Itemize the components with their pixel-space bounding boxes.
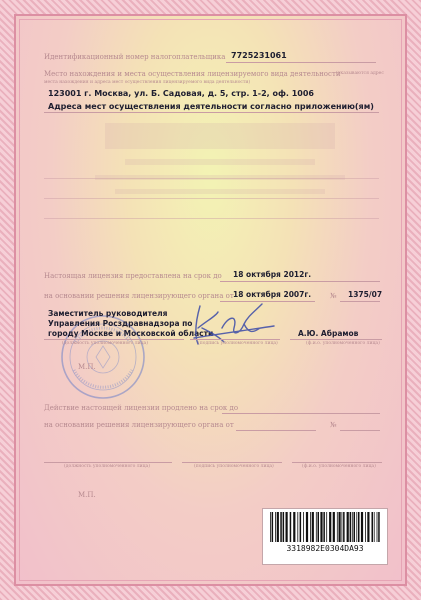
signatory-line1: Заместитель руководителя: [48, 309, 168, 318]
barcode-bar: [303, 512, 304, 542]
barcode-bar: [365, 512, 366, 542]
barcode-bar: [347, 512, 349, 542]
barcode-bar: [339, 512, 341, 542]
barcode-bar: [286, 512, 288, 542]
signatory-name: А.Ю. Абрамов: [298, 329, 359, 338]
name-caption: (ф.и.о. уполномоченного лица): [306, 341, 380, 346]
location-note-right: (указываются адрес: [336, 71, 384, 76]
barcode-bar: [352, 512, 353, 542]
barcode-bar: [329, 512, 331, 542]
location-label: Место нахождения и места осуществления лицензируемого вида деятельности: [44, 70, 341, 78]
blank-line: [44, 218, 379, 219]
barcode-bar: [378, 512, 380, 542]
barcode-bar: [297, 512, 298, 542]
barcode-bar: [280, 512, 282, 542]
term-value: 18 октября 2012г.: [233, 270, 312, 279]
barcode-bar: [337, 512, 338, 542]
signature-underline-2: [182, 462, 282, 463]
basis-number-underline: [340, 301, 380, 302]
barcode-bar: [318, 512, 320, 542]
extension-number-underline: [340, 430, 380, 431]
barcode-bar: [320, 512, 322, 542]
barcode-bar: [343, 512, 345, 542]
barcode-bar: [354, 512, 356, 542]
term-label: Настоящая лицензия предоставлена на срок до: [44, 272, 222, 280]
barcode-bar: [310, 512, 311, 542]
barcode-bar: [374, 512, 375, 542]
extension-date-underline: [236, 430, 316, 431]
name-underline-2: [292, 462, 382, 463]
places-value: Адреса мест осуществления деятельности согласно приложению(ям): [48, 102, 374, 111]
barcode-number: 3318982E0304DA93: [286, 544, 364, 553]
barcode-bar: [350, 512, 352, 542]
extension-number-label: №: [330, 421, 337, 429]
barcode-bar: [361, 512, 363, 542]
term-underline: [220, 281, 380, 282]
barcode-bar: [358, 512, 360, 542]
barcode-bar: [270, 512, 271, 542]
barcode-bar: [367, 512, 369, 542]
barcode-bar: [377, 512, 378, 542]
extension-basis-label: на основании решения лицензирующего органа от: [44, 421, 234, 429]
barcode-bar: [283, 512, 285, 542]
location-note: места нахождения и адреса мест осуществления лицензируемого вида деятельности): [44, 80, 251, 85]
position-underline-2: [44, 462, 172, 463]
position-underline: [44, 339, 184, 340]
position-caption-2: (должность уполномоченного лица): [64, 464, 150, 469]
barcode-bar: [306, 512, 308, 542]
barcode-bar: [356, 512, 357, 542]
mp-seal-label-2: М.П.: [78, 491, 96, 499]
position-caption: (должность уполномоченного лица): [62, 341, 148, 346]
name-caption-2: (ф.и.о. уполномоченного лица): [302, 464, 376, 469]
extension-underline: [222, 413, 380, 414]
barcode-bar: [290, 512, 292, 542]
basis-number: 1375/07: [348, 290, 383, 299]
places-underline: [44, 112, 379, 113]
barcode-bar: [342, 512, 343, 542]
barcode-bar: [293, 512, 295, 542]
barcode-bar: [300, 512, 302, 542]
barcode-bar: [333, 512, 335, 542]
barcode-bar: [316, 512, 317, 542]
blank-line: [44, 198, 379, 199]
barcode-bar: [323, 512, 325, 542]
address-value: 123001 г. Москва, ул. Б. Садовая, д. 5, стр. 1-2, оф. 1006: [48, 89, 314, 98]
signatory-line2: Управления Росздравнадзора по: [48, 319, 193, 328]
basis-label: на основании решения лицензирующего органа от: [44, 292, 234, 300]
signatory-line3: городу Москве и Московской области: [48, 329, 214, 338]
tin-underline: [226, 62, 376, 63]
barcode-icon: [268, 512, 382, 542]
signature-caption-2: (подпись уполномоченного лица): [194, 464, 274, 469]
signature-caption: (подпись уполномоченного лица): [198, 341, 278, 346]
barcode-bar: [312, 512, 314, 542]
signature-underline: [190, 339, 280, 340]
blank-line: [44, 178, 379, 179]
basis-date: 18 октября 2007г.: [233, 290, 312, 299]
barcode-bar: [272, 512, 274, 542]
name-underline: [290, 339, 382, 340]
tin-value: 7725231061: [231, 51, 287, 60]
mp-seal-label: М.П.: [78, 363, 96, 371]
license-watermark: [75, 115, 365, 210]
basis-number-label: №: [330, 292, 337, 300]
barcode-bar: [275, 512, 276, 542]
tin-label: Идентификационный номер налогоплательщика: [44, 53, 226, 61]
barcode-bar: [277, 512, 279, 542]
extension-label: Действие настоящей лицензии продлено на срок до: [44, 404, 239, 412]
barcode-bar: [326, 512, 327, 542]
barcode-bar: [372, 512, 374, 542]
